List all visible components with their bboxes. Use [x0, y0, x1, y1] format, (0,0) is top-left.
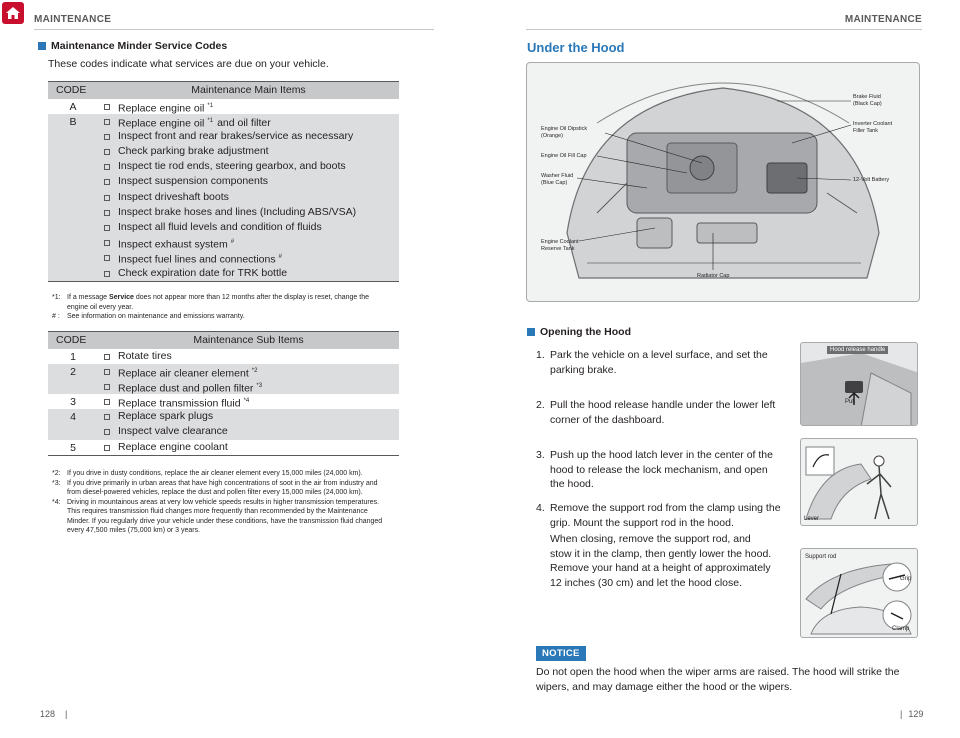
- footnote-body: [67, 498, 382, 536]
- item-text: [118, 266, 287, 281]
- item-label: Replace dust and pollen filter: [118, 382, 254, 395]
- callout-brake-fluid: Brake Fluid (Black Cap): [853, 94, 882, 107]
- item-label: Inspect all fluid levels and condition of fluids: [118, 221, 322, 233]
- step-3: 3. Push up the hood latch lever in the center of the hood to release the lock mechanism, and open the hood.: [536, 449, 773, 490]
- item-footnote-ref: #: [278, 254, 282, 261]
- item-label: Inspect valve clearance: [118, 425, 228, 438]
- footnote-line: If you drive in dusty conditions, replace the air cleaner element every 15,000 miles (24,000 km).: [67, 470, 363, 477]
- list-item: [98, 235, 399, 250]
- item-label: Replace air cleaner element: [118, 367, 249, 380]
- footnote-line: every 47,500 miles (75,000 km) or 3 years.: [67, 527, 201, 534]
- list-item: [98, 266, 399, 281]
- checkbox-square-icon: [104, 369, 110, 375]
- table-row: [48, 114, 399, 282]
- list-item: [98, 364, 399, 379]
- checkbox-square-icon: [104, 384, 110, 390]
- under-hood-title: Under the Hood: [527, 40, 625, 55]
- row-items: [98, 440, 399, 456]
- list-item: [98, 159, 399, 174]
- footnote-line: [67, 293, 369, 303]
- item-footnote-ref: #: [230, 239, 235, 246]
- checkbox-square-icon: [104, 445, 110, 451]
- sub-col-code: CODE: [48, 332, 98, 349]
- checkbox-square-icon: [104, 271, 110, 277]
- page-number-right: | 129: [900, 709, 924, 719]
- label-lever: Lever: [804, 516, 820, 522]
- header-rule-left: [34, 29, 434, 30]
- notice-badge: NOTICE: [536, 646, 586, 661]
- item-footnote-ref: *1: [207, 102, 214, 109]
- checkbox-square-icon: [104, 429, 110, 435]
- row-items: [98, 394, 399, 409]
- footnotes-sub: [52, 469, 437, 536]
- footnote-body: [67, 469, 363, 479]
- row-items: [98, 349, 399, 364]
- item-label: Inspect tie rod ends, steering gearbox, and boots: [118, 160, 346, 173]
- item-footnote-ref: *3: [256, 382, 263, 389]
- footnote: [52, 479, 437, 498]
- table-row: [48, 394, 399, 409]
- label-pull: Pull: [845, 399, 856, 405]
- header-rule-right: [526, 29, 922, 30]
- item-label: Check expiration date for TRK bottle: [118, 266, 288, 279]
- footnote-line: from diesel-powered vehicles, replace the dust and pollen filter every 15,000 miles (24,000 km).: [67, 489, 363, 496]
- main-col-code: CODE: [48, 82, 98, 99]
- callout-inverter-coolant: Inverter Coolant Filler Tank: [853, 121, 893, 134]
- footnotes-main: [52, 293, 437, 322]
- checkbox-square-icon: [104, 255, 110, 261]
- main-table-header: [48, 82, 399, 99]
- row-items: [98, 364, 399, 394]
- item-footnote-ref: *4: [243, 398, 250, 405]
- list-item: [98, 144, 399, 159]
- item-text: [118, 174, 268, 189]
- item-text: [118, 129, 353, 144]
- table-row: [48, 440, 399, 456]
- list-item: [98, 394, 399, 409]
- item-label: Inspect suspension components: [118, 175, 269, 188]
- footnote-line: This requires transmission fluid changes more frequently than recommended by the Maintenance: [67, 508, 368, 515]
- engine-bay-illustration: [526, 62, 920, 302]
- callout-oil-dipstick: Engine Oil Dipstick (Orange): [541, 126, 588, 139]
- footnote-key: *2:: [52, 470, 61, 477]
- item-suffix: and oil filter: [217, 117, 271, 130]
- checkbox-square-icon: [104, 399, 110, 405]
- callout-12v-battery: 12-Volt Battery: [853, 177, 890, 183]
- item-text: [118, 440, 228, 455]
- label-clamp: Clamp: [892, 626, 910, 632]
- table-row: [48, 349, 399, 364]
- footnote-text: See information on maintenance and emissions warranty.: [67, 313, 245, 320]
- item-label: Inspect fuel lines and connections: [118, 253, 276, 266]
- item-label: Replace engine oil: [118, 117, 205, 130]
- list-item: [98, 129, 399, 144]
- row-code: A: [69, 100, 77, 113]
- checkbox-square-icon: [104, 104, 110, 110]
- row-code: 5: [48, 440, 98, 456]
- item-text: [118, 144, 269, 159]
- table-row: [48, 409, 399, 439]
- list-item: [98, 174, 399, 189]
- row-code: 4: [48, 409, 98, 439]
- notice-text: Do not open the hood when the wiper arms are raised. The hood will strike the wipers, and may damage either the hood or the wipers.: [536, 666, 900, 693]
- row-code: 3: [70, 396, 76, 409]
- footnote: [52, 498, 437, 536]
- item-label: Inspect brake hoses and lines (Including ABS/VSA): [118, 205, 357, 218]
- callout-coolant-tank: Engine Coolant Reserve Tank: [541, 239, 579, 252]
- item-text: [118, 159, 346, 174]
- item-label: Rotate tires: [118, 349, 172, 362]
- step-4: 4. Remove the support rod from the clamp using the grip. Mount the support rod in the hood.: [536, 502, 781, 529]
- item-text: [118, 424, 228, 439]
- closing-instructions: When closing, remove the support rod, and stow it in the clamp, then gently lower the hood. Remove your hand at a height of approximately 12 inches (30 cm) and let the hood close.: [550, 533, 772, 589]
- list-item: [98, 190, 399, 205]
- checkbox-square-icon: [104, 225, 110, 231]
- item-label: Replace transmission fluid: [118, 397, 241, 410]
- step-2: 2. Pull the hood release handle under the lower left corner of the dashboard.: [536, 399, 776, 426]
- home-icon[interactable]: [2, 2, 24, 24]
- footnote-line: Driving in mountainous areas at very low vehicle speeds results in higher transmission temperatures.: [67, 498, 380, 506]
- list-item: [98, 220, 399, 235]
- item-text: [118, 220, 322, 235]
- section-square-icon: [527, 328, 535, 336]
- row-code: 1: [70, 350, 76, 363]
- footnote-line: If you drive primarily in urban areas that have high concentrations of soot in the air from industry and: [67, 479, 378, 487]
- item-label: Replace spark plugs: [118, 410, 214, 423]
- checkbox-square-icon: [104, 119, 110, 125]
- intro-text: These codes indicate what services are due on your vehicle.: [48, 58, 329, 70]
- row-items: [98, 99, 399, 114]
- sub-items-table: [48, 331, 399, 456]
- item-label: Replace engine coolant: [118, 440, 228, 453]
- hood-latch-illustration: [800, 438, 918, 526]
- checkbox-square-icon: [104, 179, 110, 185]
- header-left: MAINTENANCE: [34, 14, 112, 25]
- footnote-key: *3:: [52, 479, 61, 487]
- list-item: [98, 205, 399, 220]
- footnote: [52, 312, 437, 322]
- item-text: [118, 190, 229, 205]
- footnote: [52, 293, 437, 312]
- footnote-text: If a message: [67, 294, 110, 301]
- sub-table-header: [48, 332, 399, 349]
- list-item: [98, 424, 399, 439]
- footnote-line: [67, 312, 245, 322]
- list-item: [98, 379, 399, 394]
- footnote-key: *4:: [52, 498, 61, 506]
- support-rod-illustration: [800, 548, 918, 638]
- checkbox-square-icon: [104, 240, 110, 246]
- checkbox-square-icon: [104, 134, 110, 140]
- list-item: [98, 250, 399, 265]
- checkbox-square-icon: [104, 149, 110, 155]
- header-right: MAINTENANCE: [844, 14, 922, 25]
- footnote-text: does not appear more than 12 months after the display is reset, change the: [133, 294, 369, 301]
- item-footnote-ref: *1: [207, 117, 214, 124]
- item-text: [118, 409, 213, 424]
- item-label: Check parking brake adjustment: [118, 145, 269, 158]
- page-number-left: 128 |: [40, 709, 68, 719]
- item-label: Inspect driveshaft boots: [118, 190, 229, 203]
- callout-washer-fluid: Washer Fluid (Blue Cap): [541, 173, 574, 186]
- footnote-key: # :: [52, 313, 60, 320]
- checkbox-square-icon: [104, 354, 110, 360]
- list-item: [98, 114, 399, 129]
- section-title-opening: Opening the Hood: [527, 326, 631, 338]
- footnote: [52, 469, 437, 479]
- footnote-body: [67, 293, 369, 312]
- footnote-key: *1:: [52, 294, 61, 301]
- list-item: [98, 99, 399, 114]
- item-label: Inspect exhaust system: [118, 238, 228, 251]
- item-label: Inspect front and rear brakes/service as necessary: [118, 129, 354, 142]
- label-support-rod: Support rod: [805, 554, 837, 560]
- hood-release-illustration: [800, 342, 918, 426]
- checkbox-square-icon: [104, 210, 110, 216]
- list-item: [98, 349, 399, 364]
- row-items: [98, 409, 399, 439]
- list-item: [98, 440, 399, 455]
- section-title-minder: Maintenance Minder Service Codes: [38, 40, 227, 52]
- checkbox-square-icon: [104, 195, 110, 201]
- label-grip: Grip: [900, 576, 912, 582]
- checkbox-square-icon: [104, 164, 110, 170]
- label-hood-release-handle: Hood release handle: [827, 346, 888, 354]
- section-square-icon: [38, 42, 46, 50]
- footnote-line: engine oil every year.: [67, 303, 134, 311]
- item-footnote-ref: *2: [251, 367, 258, 374]
- table-row: [48, 99, 399, 114]
- footnote-bold: Service: [109, 294, 134, 301]
- main-col-items: Maintenance Main Items: [98, 82, 399, 99]
- callout-oil-fill-cap: Engine Oil Fill Cap: [541, 153, 587, 159]
- row-items: [98, 114, 399, 282]
- row-code: 2: [48, 364, 98, 394]
- row-code: B: [48, 114, 98, 282]
- footnote-body: [67, 312, 245, 322]
- item-label: Replace engine oil: [118, 102, 205, 114]
- footnote-line: Minder. If you regularly drive your vehicle under these conditions, have the transmission fluid changed: [67, 517, 383, 525]
- sub-col-items: Maintenance Sub Items: [98, 332, 399, 349]
- callout-radiator-cap: Radiator Cap: [697, 273, 730, 279]
- main-items-table: [48, 81, 399, 282]
- item-text: [118, 205, 356, 220]
- footnote-body: [67, 479, 378, 498]
- item-text: [118, 349, 172, 364]
- step-1: 1. Park the vehicle on a level surface, and set the parking brake.: [536, 349, 768, 376]
- table-row: [48, 364, 399, 394]
- checkbox-square-icon: [104, 414, 110, 420]
